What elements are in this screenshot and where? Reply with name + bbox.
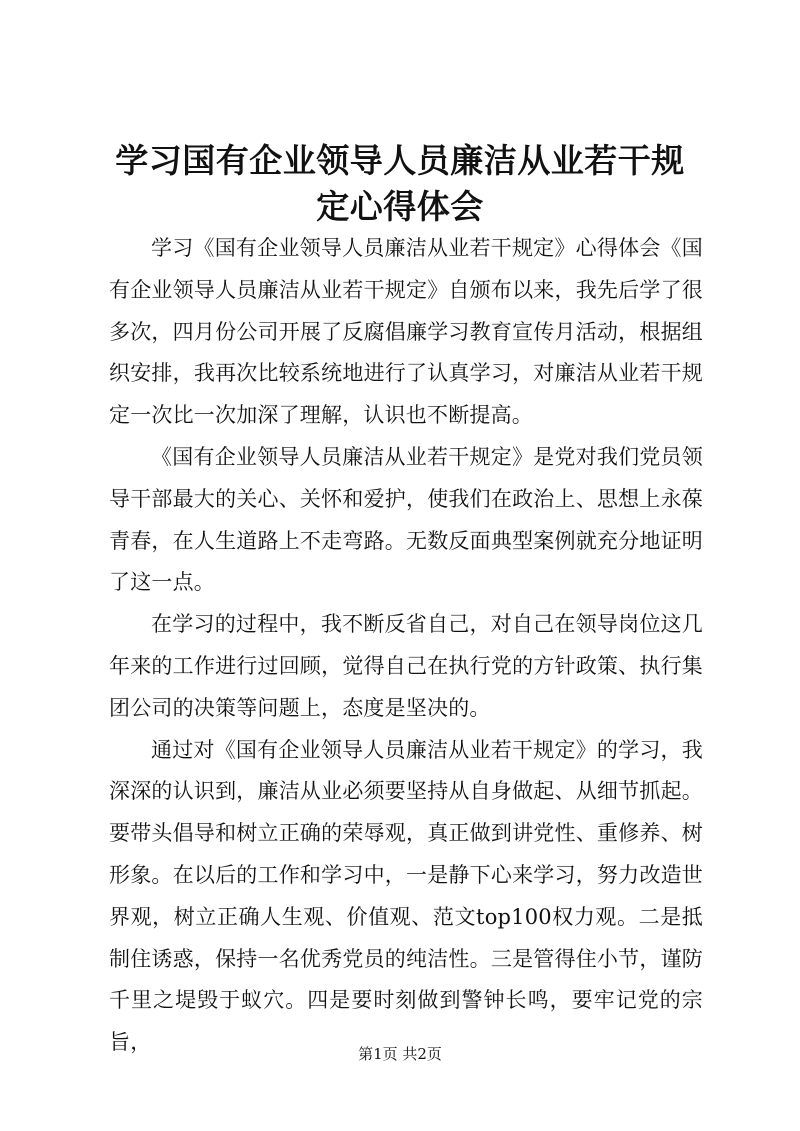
document-title: 学习国有企业领导人员廉洁从业若干规定心得体会 <box>115 141 685 226</box>
paragraph-2: 《国有企业领导人员廉洁从业若干规定》是党对我们党员领导干部最大的关心、关怀和爱护，使我们在政治上、思想上永葆青春，在人生道路上不走弯路。无数反面典型案例就充分地证明了这一点。 <box>109 444 703 595</box>
page-footer: 第1页 共2页 <box>358 1045 442 1063</box>
paragraph-1: 学习《国有企业领导人员廉洁从业若干规定》心得体会《国有企业领导人员廉洁从业若干规定》自颁布以来，我先后学了很多次，四月份公司开展了反腐倡廉学习教育宣传月活动，根据组织安排，我再次比较系统地进行了认真学习，对廉洁从业若干规定一次比一次加深了理解，认识也不断提高。 <box>109 236 703 428</box>
document-body <box>109 228 703 1064</box>
paragraph-4: 通过对《国有企业领导人员廉洁从业若干规定》的学习，我深深的认识到，廉洁从业必须要坚持从自身做起、从细节抓起。要带头倡导和树立正确的荣辱观，真正做到讲党性、重修养、树形象。在以后的工作和学习中，一是静下心来学习，努力改造世界观，树立正确人生观、价值观、范文top100权力观。二是抵制住诱惑，保持一名优秀党员的纯洁性。三是管得住小节，谨防千里之堤毁于蚁穴。四是要时刻做到警钟长鸣，要牢记党的宗旨， <box>109 737 703 1055</box>
paragraph-3: 在学习的过程中，我不断反省自己，对自己在领导岗位这几年来的工作进行过回顾，觉得自己在执行党的方针政策、执行集团公司的决策等问题上，态度是坚决的。 <box>109 612 703 720</box>
